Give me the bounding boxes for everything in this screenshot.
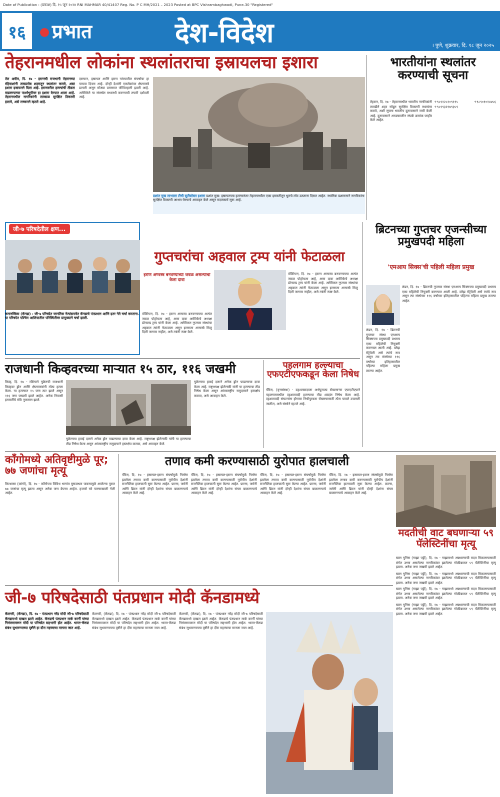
trump-photo: [214, 270, 286, 330]
g7-caption: कनानस्किस (कॅनडा) : जी-७ परिषदेत जागतिक नेत्यांसमवेत कॅनडाचे पंतप्रधान आणि इतर नेते चर्चा करताना. या परिषदेत पश्चिम आशियातील परिस्थितीवर प्रामुख्याने चर्चा झाली.: [5, 312, 139, 321]
gaza-photo: [396, 455, 496, 527]
fatf-body: पॅरिस, (वृत्तसंस्था) - दहशतवादाला अर्थपुरवठा रोखणाऱ्या एफएटीएफने पहलगाममधील दहशतवादी हल्ल्याचा तीव्र शब्दांत निषेध केला आहे. दहशतवादी संघटनांना होणारा निधीपुरवठा रोखण्यासाठी ठोस पावले उचलली जातील, असे संस्थेने म्हटले आहे.: [266, 388, 360, 406]
right-headline: भारतीयांना स्थलांतर करण्याची सूचना: [390, 55, 476, 82]
europe-col-4: पॅरिस, दि. १७ - इस्रायल-इराण संघर्षामुळे निर्माण झालेला तणाव कमी करण्यासाठी युरोपीय देशांनी राजनैतिक हालचाली सुरू केल्या आहेत. फ्रान्स, जर्मनी आणि ब्रिटन यांनी दोन्ही देशांना संयम बाळगण्याचे आवाहन केले आहे.: [329, 473, 393, 495]
trump-body-2: वॉशिंग्टन, दि. १७ - इराण अण्वस्त्र बनवण्याच्या अत्यंत जवळ पोहोचला आहे, असा दावा अमेरिकेचे अध्यक्ष डोनाल्ड ट्रम्प यांनी केला आहे. अमेरिकन गुप्तचर संस्थांचा अहवाल त्यांनी फेटाळला असून इराणला अण्वस्त्रे मिळू दिली जाणार नाहीत, असे त्यांनी स्पष्ट केले.: [142, 312, 212, 334]
tehran-skyline-image: [153, 77, 365, 192]
fatf-headline: पहलगाम हल्ल्याचा एफएटीएफकडून केला निषेध: [266, 361, 360, 381]
issue-date: । पुणे, शुक्रवार, दि. १८ जून २०२५: [431, 43, 494, 49]
uk-headline: ब्रिटनच्या गुप्तचर एजन्सीच्या प्रमुखपदी महिला: [375, 223, 487, 248]
trump-portrait-image: [214, 270, 286, 330]
kyiv-photo: [66, 380, 191, 435]
uk-photo: [366, 285, 400, 325]
uk-subheadline: 'एमआय सिक्स'ची पहिली महिला प्रमुख: [387, 264, 475, 271]
trump-highlight: इराण अण्वस्त्र बनवण्याच्या जवळ असल्याचा केला दावा: [143, 272, 211, 283]
gaza-body: खान युनिस (गाझा पट्टी), दि. १७ - गाझामध्ये अन्नधान्याची मदत मिळवण्यासाठी रांगेत उभ्या असलेल्या नागरिकांवर झालेल्या गोळीबारात ५९ पॅलेस्टिनींचा मृत्यू झाला. अनेक जण जखमी झाले आहेत. खान युनिस (गाझा पट्टी), दि. १७ - गाझामध्ये अन्नधान्याची मदत मिळवण्यासाठी रांगेत उभ्या असलेल्या नागरिकांवर झालेल्या गोळीबारात ५९ पॅलेस्टिनींचा मृत्यू झाला. अनेक जण जखमी झाले आहेत. खान युनिस (गाझा पट्टी), दि. १७ - गाझामध्ये अन्नधान्याची मदत मिळवण्यासाठी रांगेत उभ्या असलेल्या नागरिकांवर झालेल्या गोळीबारात ५९ पॅलेस्टिनींचा मृत्यू झाला. अनेक जण जखमी झाले आहेत. खान युनिस (गाझा पट्टी), दि. १७ - गाझामध्ये अन्नधान्याची मदत मिळवण्यासाठी रांगेत उभ्या असलेल्या नागरिकांवर झालेल्या गोळीबारात ५९ पॅलेस्टिनींचा मृत्यू झाला. अनेक जण जखमी झाले आहेत.: [396, 556, 496, 616]
lead-col-1: तेल अवीव, दि. १७ - इराणची राजधानी तेहरानच्या रहिवाशांनी ताबडतोब शहरातून स्थलांतर करावे, असा इशारा इस्रायलने दिला आहे. इराणवरील हल्ल्यांची तीव्रता वाढवण्याच्या पार्श्वभूमीवर हा इशारा देण्यात आला आहे. तेहरानमधील नागरिकांनी तात्काळ सुरक्षित ठिकाणी हलावे, असे लष्कराने म्हटले आहे.: [5, 77, 75, 104]
trump-headline: गुप्तचरांचा अहवाल ट्रम्प यांनी फेटाळला: [154, 249, 345, 265]
congo-body: किन्शासा (कांगो), दि. १७ - काँगोच्या विविध भागांत मुसळधार पावसामुळे आलेल्या पुरात ७७ जणांचा मृत्यू झाला असून अनेक जण बेपत्ता आहेत. हजारो घरे पाण्याखाली गेली आहेत.: [5, 482, 115, 495]
modi-col-2: कॅलगरी, (कॅनडा), दि. १७ - पंतप्रधान नरेंद्र मोदी जी-७ परिषदेसाठी कॅनडामध्ये दाखल झाले आहेत. कॅनडाचे पंतप्रधान मार्क कार्नी यांच्या निमंत्रणावरून मोदी या परिषदेत सहभागी होत आहेत. भारत-कॅनडा संबंध सुधारण्याच्या दृष्टीने हा दौरा महत्त्वाचा मानला जात आहे.: [92, 612, 176, 630]
g7-leaders-image: [5, 240, 140, 310]
gaza-ruins-image: [396, 455, 496, 527]
g7-photo: [5, 240, 140, 310]
publication-strip: [0, 0, 500, 10]
uk-body: लंडन, दि. १७ - ब्रिटनची गुप्तचर संस्था एमआय सिक्सच्या प्रमुखपदी प्रथमच एका महिलेची नियुक्ती करण्यात आली आहे. ब्लेझ मेट्रेवेली असे त्यांचे नाव असून त्या संस्थेच्या ११६ वर्षांच्या इतिहासातील पहिल्या महिला प्रमुख ठरल्या आहेत.: [402, 285, 496, 303]
lead-headline: तेहरानमधील लोकांना स्थलांतराचा इस्रायलचा इशारा: [5, 53, 318, 73]
photo-caption: प्रशांत मुख लाभाला टीची सुटीसोबत इशारा प्रशांत मुख: इस्रायलच्या हल्ल्यानंतर तेहरानमधील एका इमारतीतून धुराचे लोट उठताना दिसत आहेत. स्थानिक प्रशासनाने नागरिकांना सुरक्षित ठिकाणी आश्रय घेण्याचे आवाहन केले असून मदतकार्य सुरू आहे.: [153, 194, 365, 214]
brand-logo: [40, 18, 92, 44]
europe-headline: तणाव कमी करण्यासाठी युरोपात हालचाली: [164, 454, 350, 468]
mi6-chief-portrait-image: [366, 285, 400, 325]
section-title: देश-विदेश: [175, 18, 274, 49]
congo-headline: काँगोमध्ये अतिवृष्टीमुळे पूर; ७७ जणांचा मृत्यू: [5, 454, 109, 478]
tehran-photo: [153, 77, 365, 192]
modi-welcome-image: [266, 612, 393, 794]
kyiv-headline: राजधानी किव्हवरच्या माऱ्यात १५ ठार, ११६ जखमी: [5, 361, 236, 376]
gaza-headline: मदतीची वाट बघणाऱ्या ५९ पॅलेस्टिनींचा मृत्यू: [398, 528, 494, 550]
kyiv-col-2: युक्रेनच्या हवाई दलाने अनेक ड्रोन पाडल्याचा दावा केला आहे. राष्ट्राध्यक्ष झेलेन्स्की यांनी या हल्ल्याचा तीव्र निषेध केला असून आंतरराष्ट्रीय समुदायाने हस्तक्षेप करावा, असे आवाहन केले.: [66, 437, 191, 446]
right-col-1: तेहरान, दि. १७ - तेहरानमधील भारतीय नागरिकांनी तातडीने शहर सोडून सुरक्षित ठिकाणी स्थलांतर करावे, अशी सूचना भारतीय दूतावासाने जारी केली आहे. दूतावासाने आपत्कालीन संपर्क क्रमांक जाहीर केले आहेत.: [370, 100, 432, 122]
modi-col-1: कॅलगरी, (कॅनडा), दि. १७ - पंतप्रधान नरेंद्र मोदी जी-७ परिषदेसाठी कॅनडामध्ये दाखल झाले आहेत. कॅनडाचे पंतप्रधान मार्क कार्नी यांच्या निमंत्रणावरून मोदी या परिषदेत सहभागी होत आहेत. भारत-कॅनडा संबंध सुधारण्याच्या दृष्टीने हा दौरा महत्त्वाचा मानला जात आहे.: [5, 612, 89, 630]
masthead: [0, 11, 500, 51]
europe-col-3: पॅरिस, दि. १७ - इस्रायल-इराण संघर्षामुळे निर्माण झालेला तणाव कमी करण्यासाठी युरोपीय देशांनी राजनैतिक हालचाली सुरू केल्या आहेत. फ्रान्स, जर्मनी आणि ब्रिटन यांनी दोन्ही देशांना संयम बाळगण्याचे आवाहन केले आहे.: [260, 473, 326, 495]
registration-text: Date of Publication : (प्रकाश) दि. १५ जून २०२४ RNI MAHMAR 40/41407 Reg. No. P C MH/2021 – 2023 Posted at BPC Vishrambaghwadi, Pune-30 "Registered": [3, 3, 274, 7]
modi-col-3: कॅलगरी, (कॅनडा), दि. १७ - पंतप्रधान नरेंद्र मोदी जी-७ परिषदेसाठी कॅनडामध्ये दाखल झाले आहेत. कॅनडाचे पंतप्रधान मार्क कार्नी यांच्या निमंत्रणावरून मोदी या परिषदेत सहभागी होत आहेत. भारत-कॅनडा संबंध सुधारण्याच्या दृष्टीने हा दौरा महत्त्वाचा मानला जात आहे.: [179, 612, 263, 630]
modi-photo: [266, 612, 393, 794]
lead-col-2: दरम्यान, इस्रायल आणि इराण यांच्यातील संघर्षाचा हा पाचवा दिवस आहे. दोन्ही देशांनी एकमेकांवर क्षेपणास्त्रे डागली असून मोठ्या प्रमाणात जीवितहानी झाली आहे. अमेरिकेने या संघर्षात मध्यस्थी करण्याची तयारी दर्शवली आहे.: [79, 77, 149, 99]
g7-box-tag: जी-७ परिषदेतील क्षण...: [9, 224, 70, 234]
kyiv-damage-image: [66, 380, 191, 435]
uk-body-2: लंडन, दि. १७ - ब्रिटनची गुप्तचर संस्था एमआय सिक्सच्या प्रमुखपदी प्रथमच एका महिलेची नियुक्ती करण्यात आली आहे. ब्लेझ मेट्रेवेली असे त्यांचे नाव असून त्या संस्थेच्या ११६ वर्षांच्या इतिहासातील पहिल्या महिला प्रमुख ठरल्या आहेत.: [366, 328, 400, 373]
europe-col-1: पॅरिस, दि. १७ - इस्रायल-इराण संघर्षामुळे निर्माण झालेला तणाव कमी करण्यासाठी युरोपीय देशांनी राजनैतिक हालचाली सुरू केल्या आहेत. फ्रान्स, जर्मनी आणि ब्रिटन यांनी दोन्ही देशांना संयम बाळगण्याचे आवाहन केले आहे.: [122, 473, 188, 495]
brand-name: प्रभात: [52, 21, 92, 43]
brand-dot-icon: [40, 28, 49, 37]
modi-headline: जी-७ परिषदेसाठी पंतप्रधान मोदी कॅनडामध्ये: [5, 588, 260, 607]
right-col-2: +९८९१२८१०९११५ +९८९०१०१४४५६ +९८९९३२१७९३५९: [434, 100, 496, 109]
trump-body: वॉशिंग्टन, दि. १७ - इराण अण्वस्त्र बनवण्याच्या अत्यंत जवळ पोहोचला आहे, असा दावा अमेरिकेचे अध्यक्ष डोनाल्ड ट्रम्प यांनी केला आहे. अमेरिकन गुप्तचर संस्थांचा अहवाल त्यांनी फेटाळला असून इराणला अण्वस्त्रे मिळू दिली जाणार नाहीत, असे त्यांनी स्पष्ट केले.: [288, 272, 358, 294]
europe-col-2: पॅरिस, दि. १७ - इस्रायल-इराण संघर्षामुळे निर्माण झालेला तणाव कमी करण्यासाठी युरोपीय देशांनी राजनैतिक हालचाली सुरू केल्या आहेत. फ्रान्स, जर्मनी आणि ब्रिटन यांनी दोन्ही देशांना संयम बाळगण्याचे आवाहन केले आहे.: [191, 473, 257, 495]
kyiv-col-3: युक्रेनच्या हवाई दलाने अनेक ड्रोन पाडल्याचा दावा केला आहे. राष्ट्राध्यक्ष झेलेन्स्की यांनी या हल्ल्याचा तीव्र निषेध केला असून आंतरराष्ट्रीय समुदायाने हस्तक्षेप करावा, असे आवाहन केले.: [194, 380, 260, 398]
page-number: १६: [0, 11, 34, 51]
kyiv-col-1: किव्ह, दि. १७ - रशियाने युक्रेनची राजधानी किव्हवर ड्रोन आणि क्षेपणास्त्रांनी मोठा हल्ला केला. या हल्ल्यात १५ जण ठार झाले असून ११६ जण जखमी झाले आहेत. अनेक निवासी इमारतींचे मोठे नुकसान झाले.: [5, 380, 63, 402]
